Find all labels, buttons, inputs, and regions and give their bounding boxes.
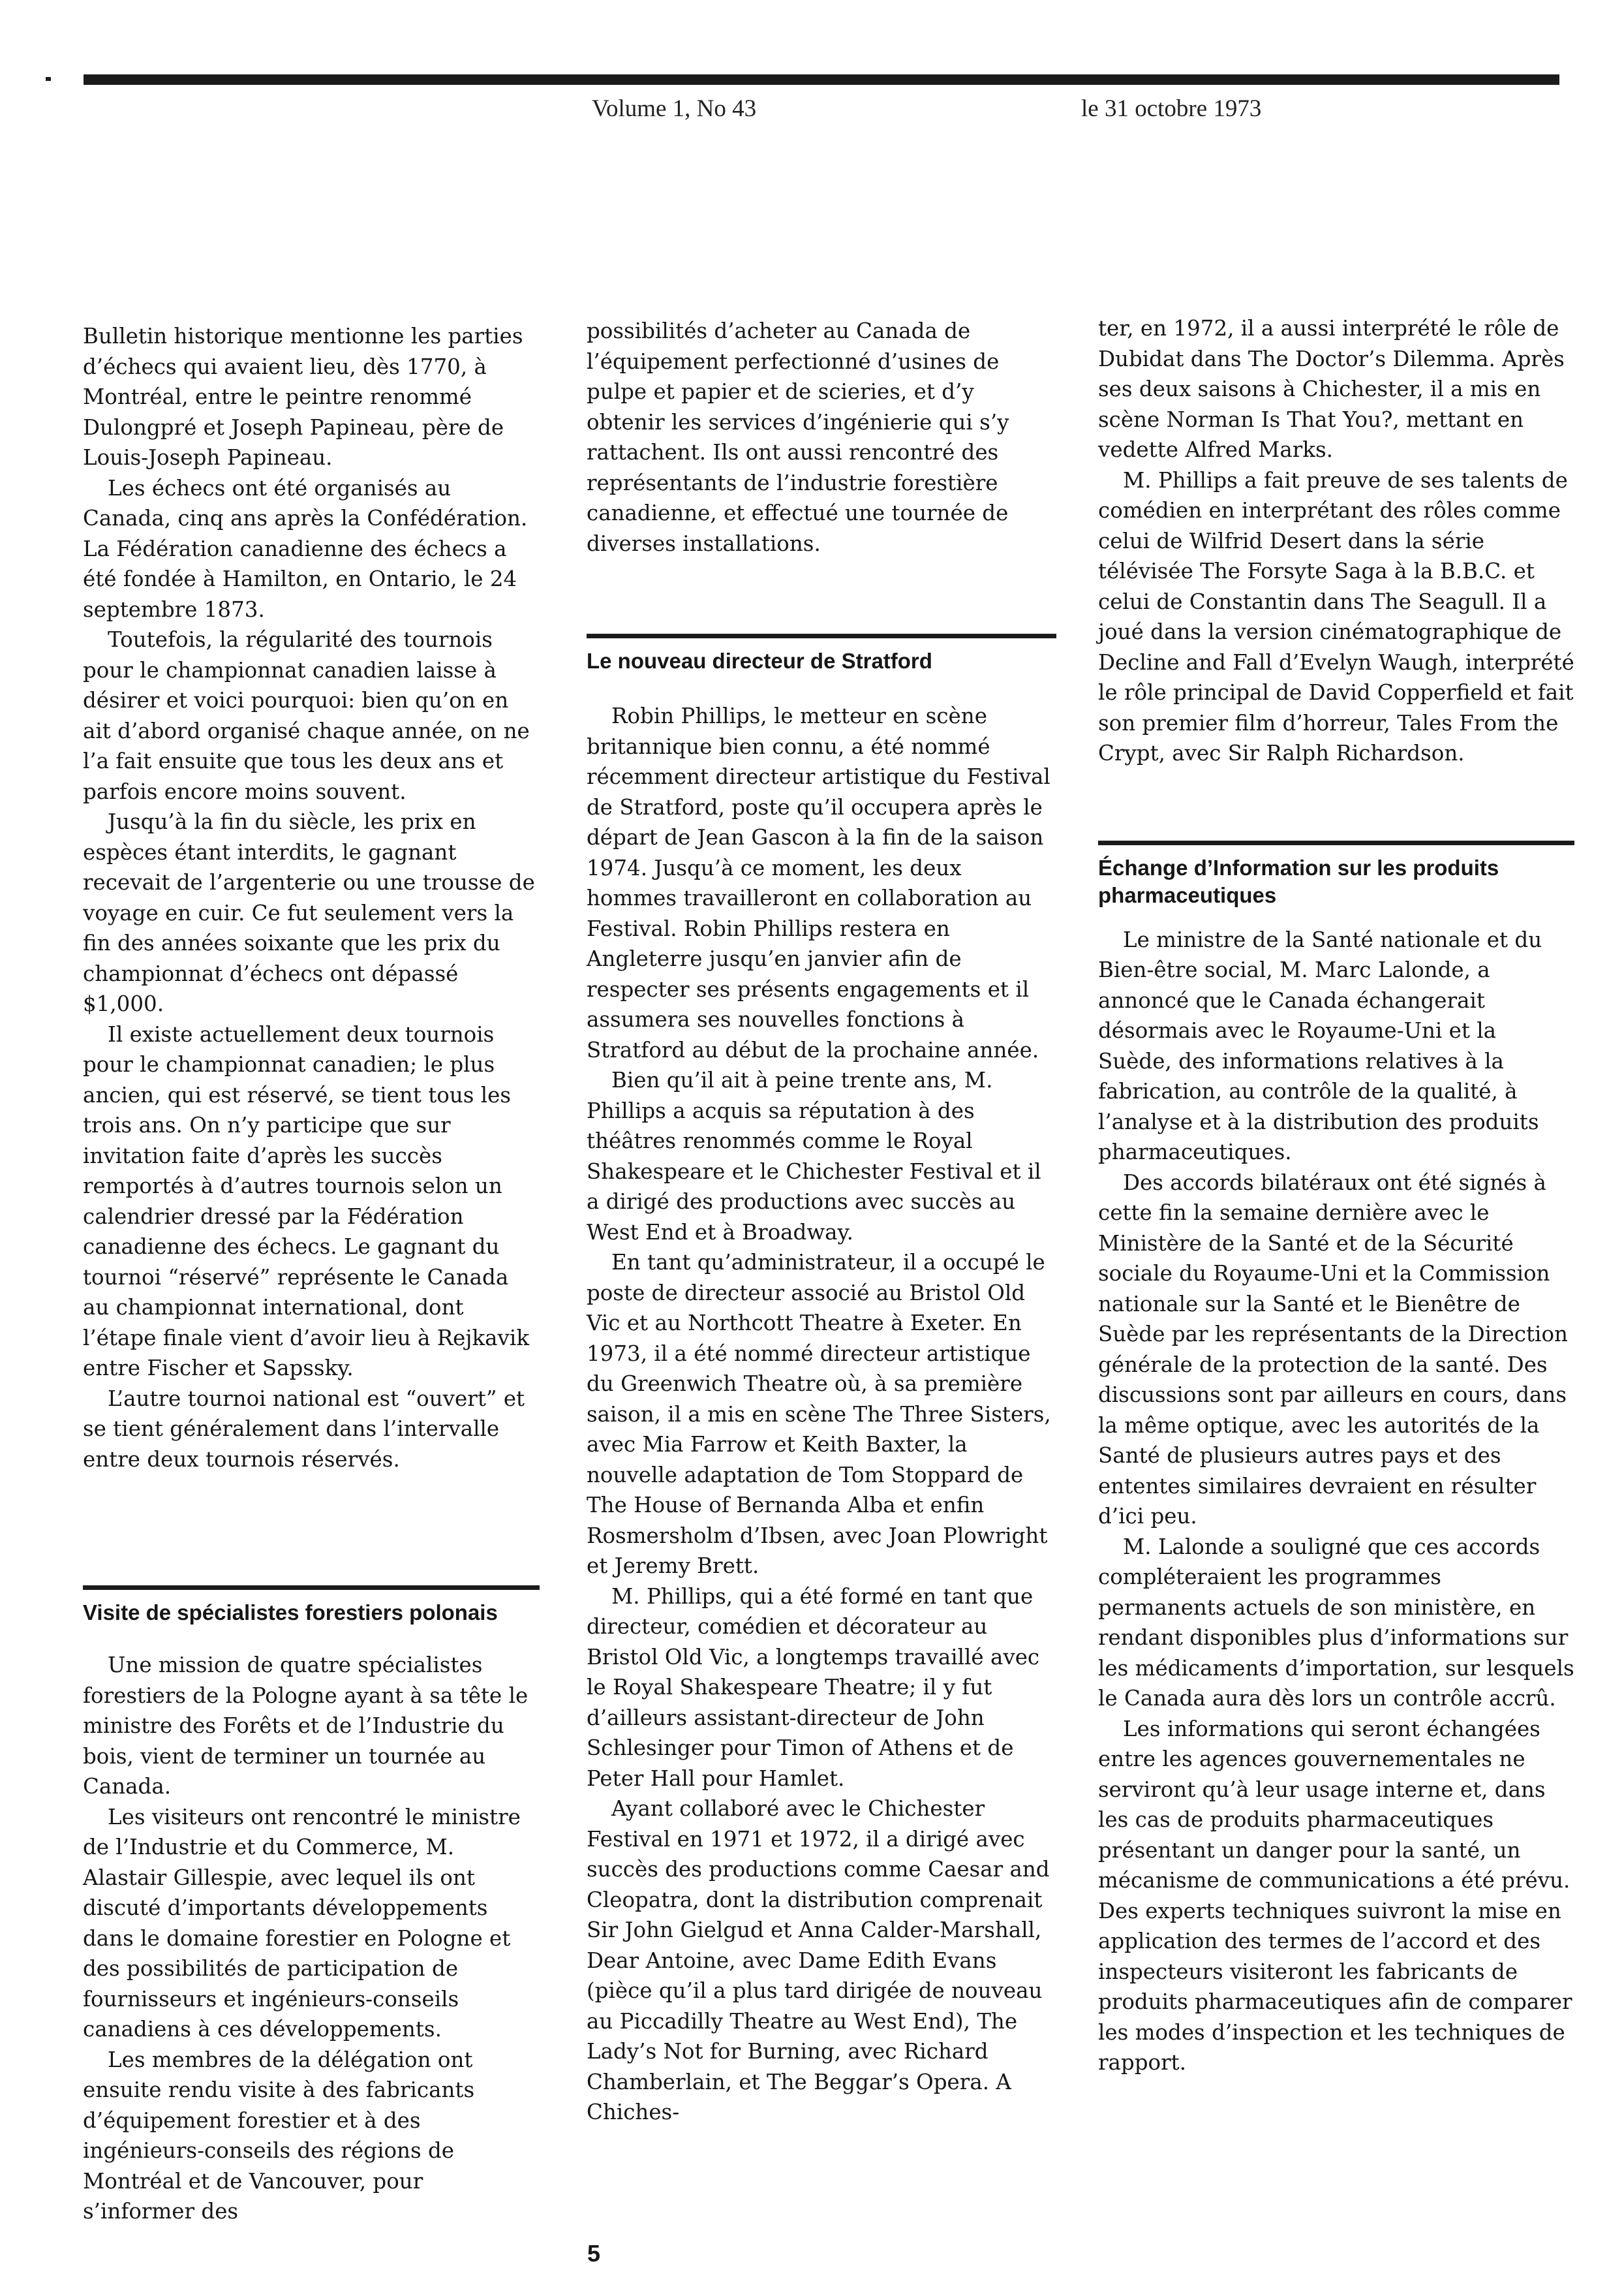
chess-paragraph-6: L’autre tournoi national est “ouvert” et se tient généralement dans l’intervalle entre deux tournois réservés. (83, 1386, 525, 1472)
stratford-paragraph-continued: ter, en 1972, il a aussi interprété le rôle de Dubidat dans The Doctor’s Dilemma. Après ses deux saisons à Chichester, il a mis en scène Norman Is That You?, mettant en vedette Alfred Marks. (1098, 316, 1565, 462)
stratford-paragraph-3: En tant qu’administrateur, il a occupé le poste de directeur associé au Bristol Old Vic et au Northcott Theatre à Exeter. En 1973, il a été nommé directeur artistique du Greenwich Theatre où, à sa première saison, il a mis en scène The Three Sisters, avec Mia Farrow et Keith Baxter, la nouvelle adaptation de Tom Stoppard de The House of Bernanda Alba et enfin Rosmersholm d’Ibsen, avec Joan Plowright et Jeremy Brett. (587, 1250, 1051, 1578)
foresters-paragraph-continued: possibilités d’acheter au Canada de l’équipement perfectionné d’usines de pulpe et papier et de scieries, et d’y obtenir les services d’ingénierie qui s’y rattachent. Ils ont aussi rencontré des représentants de l’industrie forestière canadienne, et effectué une tournée de diverses installations. (587, 319, 1009, 556)
pharma-paragraph-3: M. Lalonde a souligné que ces accords compléteraient les programmes permanents actuels de son ministère, en rendant disponibles plus d’informations sur les médicaments d’importation, sur lesquels le Canada aura dès lors un contrôle accrû. (1098, 1534, 1574, 1711)
header-rule (84, 74, 1559, 85)
section-rule (83, 1585, 540, 1590)
section-polish-foresters (83, 1585, 540, 1626)
stratford-paragraph-6: M. Phillips a fait preuve de ses talents de comédien en interprétant des rôles comme celui de Wilfrid Desert dans la série télévisée The Forsyte Saga à la B.B.C. et celui de Constantin dans The Seagull. Il a joué dans la version cinématographique de Decline and Fall d’Evelyn Waugh, interprété le rôle principal de David Copperfield et fait son premier film d’horreur, Tales From the Crypt, avec Sir Ralph Richardson. (1098, 467, 1574, 766)
column-1 (83, 321, 540, 2227)
stratford-paragraph-1: Robin Phillips, le metteur en scène britannique bien connu, a été nommé récemment directeur artistique du Festival de Stratford, poste qu’il occupera après le départ de Jean Gascon à la fin de la saison 1974. Jusqu’à ce moment, les deux hommes travailleront en collaboration au Festival. Robin Phillips restera en Angleterre jusqu’en janvier afin de respecter ses présents engagements et il assumera ses nouvelles fonctions à Stratford au début de la prochaine année. (587, 704, 1050, 1063)
section-rule (1098, 841, 1574, 845)
pharma-paragraph-1: Le ministre de la Santé nationale et du Bien-être social, M. Marc Lalonde, a annoncé que le Canada échangerait désormais avec le Royaume-Uni et la Suède, des informations relatives à la fabrication, au contrôle de la qualité, à l’analyse et à la distribution des produits pharmaceutiques. (1098, 927, 1542, 1164)
issue-date: le 31 octobre 1973 (1081, 95, 1262, 122)
pharma-paragraph-2: Des accords bilatéraux ont été signés à cette fin la semaine dernière avec le Ministère de la Santé et de la Sécurité sociale du Royaume-Uni et la Commission nationale sur la Santé et le Bienêtre de Suède par les représentants de la Direction générale de la protection de la santé. Des discussions sont par ailleurs en cours, dans la même optique, avec les autorités de la Santé de plusieurs autres pays et des ententes similaires devraient en résulter d’ici peu. (1098, 1170, 1568, 1529)
page-number: 5 (587, 2240, 601, 2267)
foresters-paragraph-1: Une mission de quatre spécialistes forestiers de la Pologne ayant à sa tête le ministre des Forêts et de l’Industrie du bois, vient de terminer un tournée au Canada. (83, 1653, 529, 1799)
stratford-paragraph-4: M. Phillips, qui a été formé en tant que directeur, comédien et décorateur au Bristol Old Vic, a longtemps travaillé avec le Royal Shakespeare Theatre; il y fut d’ailleurs assistant-directeur de John Schlesinger pour Timon of Athens et de Peter Hall pour Hamlet. (587, 1583, 1040, 1791)
column-3 (1098, 313, 1574, 2078)
foresters-paragraph-2: Les visiteurs ont rencontré le ministre de l’Industrie et du Commerce, M. Alastair Gillespie, avec lequel ils ont discuté d’importants développements dans le domaine forestier en Pologne et des possibilités de participation de fournisseurs et ingénieurs-conseils canadiens à ces développements. (83, 1804, 521, 2042)
foresters-paragraph-3: Les membres de la délégation ont ensuite rendu visite à des fabricants d’équipement forestier et à des ingénieurs-conseils des régions de Montréal et de Vancouver, pour s’informer des (83, 2047, 475, 2224)
chess-paragraph-1: Bulletin historique mentionne les parties d’échecs qui avaient lieu, dès 1770, à Montréal, entre le peintre renommé Dulongpré et Joseph Papineau, père de Louis-Joseph Papineau. (83, 324, 523, 470)
section-rule (587, 634, 1056, 638)
chess-paragraph-2: Les échecs ont été organisés au Canada, cinq ans après la Confédération. La Fédération canadienne des échecs a été fondée à Hamilton, en Ontario, le 24 septembre 1873. (83, 475, 528, 622)
chess-paragraph-5: Il existe actuellement deux tournois pour le championnat canadien; le plus ancien, qui est réservé, se tient tous les trois ans. On n’y participe que sur invitation faite d’après les succès remportés à d’autres tournois selon un calendrier dressé par la Fédération canadienne des échecs. Le gagnant du tournoi “réservé” représente le Canada au championnat international, dont l’étape finale vient d’avoir lieu à Rejkavik entre Fischer et Sapssky. (83, 1021, 530, 1380)
stratford-paragraph-2: Bien qu’il ait à peine trente ans, M. Phillips a acquis sa réputation à des théâtres renommés comme le Royal Shakespeare et le Chichester Festival et il a dirigé des productions avec succès au West End et à Broadway. (587, 1068, 1041, 1245)
column-2 (587, 316, 1056, 2128)
section-title: Échange d’Information sur les produits pharmaceutiques (1098, 855, 1499, 907)
margin-mark (46, 77, 51, 81)
stratford-paragraph-5: Ayant collaboré avec le Chichester Festival en 1971 et 1972, il a dirigé avec succès des productions comme Caesar and Cleopatra, dont la distribution comprenait Sir John Gielgud et Anna Calder-Marshall, Dear Antoine, avec Dame Edith Evans (pièce qu’il a plus tard dirigée de nouveau au Piccadilly Theatre au West End), The Lady’s Not for Burning, avec Richard Chamberlain, et The Beggar’s Opera. A Chiches- (587, 1796, 1050, 2124)
pharma-paragraph-4: Les informations qui seront échangées entre les agences gouvernementales ne serviront qu’à leur usage interne et, dans les cas de produits pharmaceutiques présentant un danger pour la santé, un mécanisme de communications a été prévu. Des experts techniques suivront la mise en application des termes de l’accord et des inspecteurs visiteront les fabricants de produits pharmaceutiques afin de comparer les modes d’inspection et les techniques de rapport. (1098, 1716, 1572, 2075)
section-pharmaceutical-exchange (1098, 841, 1574, 909)
section-title: Visite de spécialistes forestiers polonais (83, 1600, 498, 1624)
chess-paragraph-4: Jusqu’à la fin du siècle, les prix en espèces étant interdits, le gagnant recevait de l’argenterie ou une trousse de voyage en cuir. Ce fut seulement vers la fin des années soixante que les prix du championnat d’échecs ont dépassé $1,000. (83, 809, 535, 1016)
section-stratford-director (587, 634, 1056, 675)
section-title: Le nouveau directeur de Stratford (587, 649, 932, 673)
chess-paragraph-3: Toutefois, la régularité des tournois pour le championnat canadien laisse à désirer et voici pourquoi: bien qu’on en ait d’abord organisé chaque année, on ne l’a fait ensuite que tous les deux ans et parfois encore moins souvent. (83, 627, 530, 804)
volume-number: Volume 1, No 43 (592, 95, 757, 122)
